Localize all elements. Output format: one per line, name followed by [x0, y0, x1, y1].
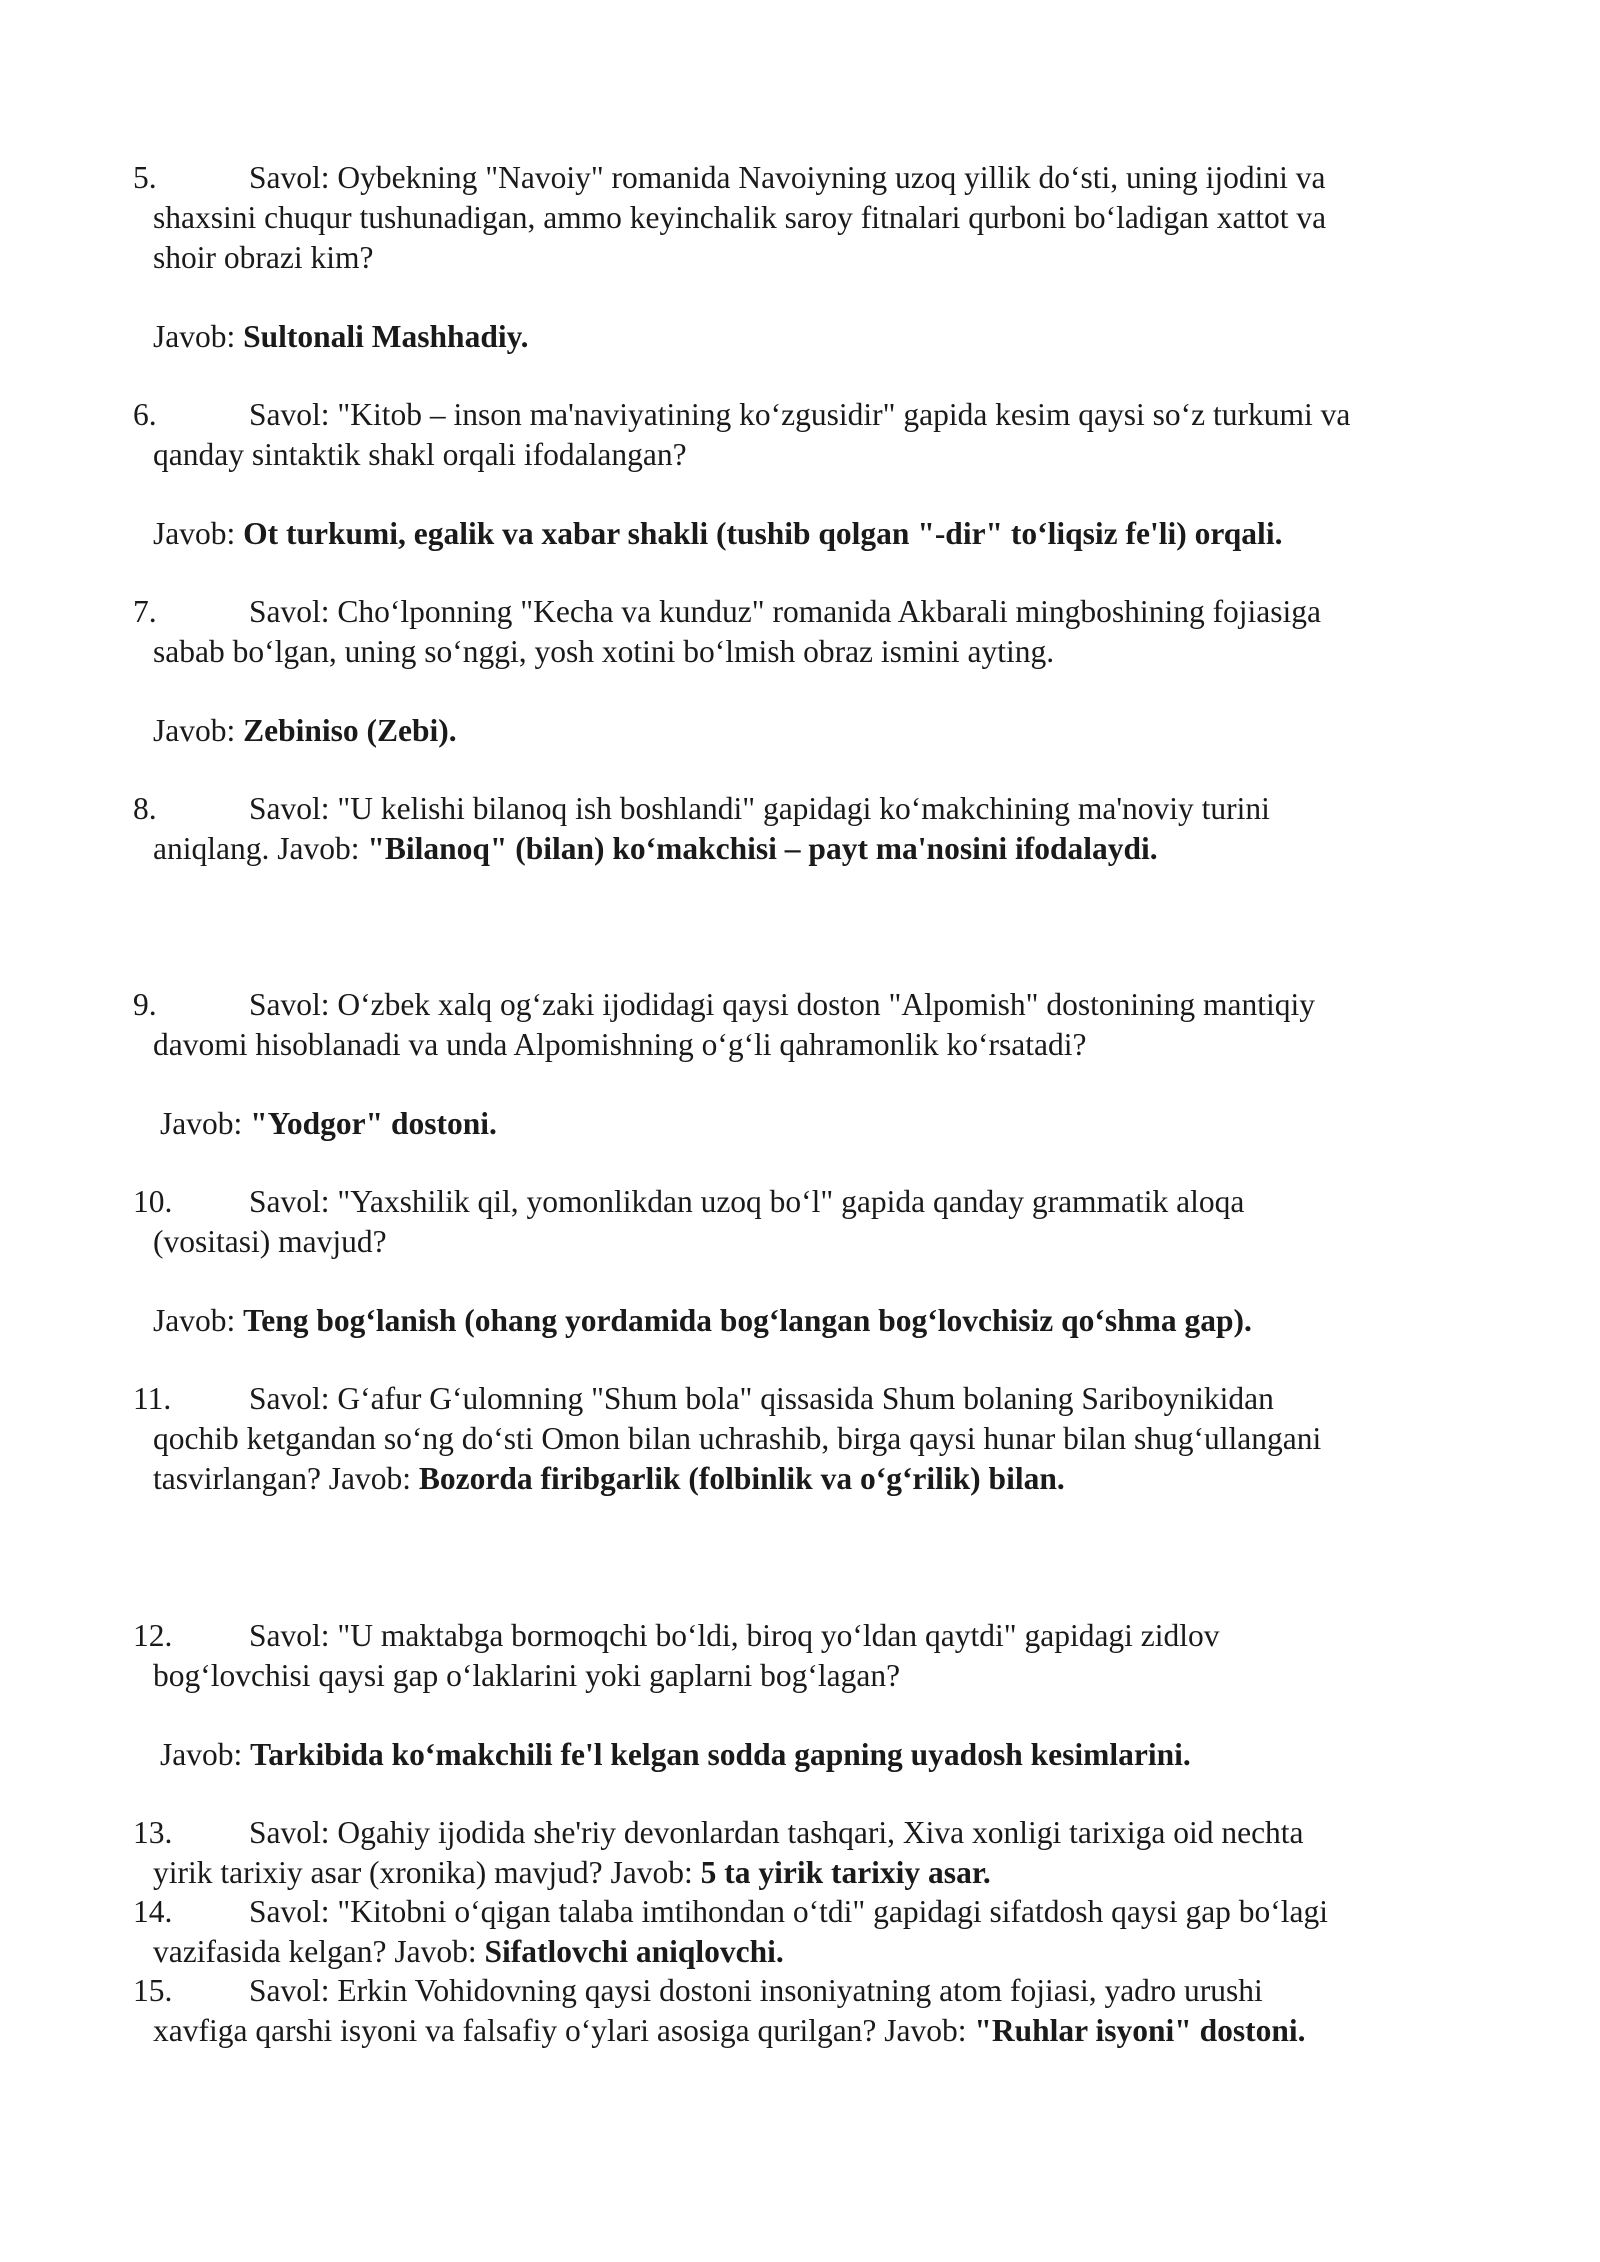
answer-text: "Bilanoq" (bilan) ko‘makchisi – payt ma'nosini ifodalaydi.: [367, 831, 1158, 866]
question-text-line: qochib ketgandan so‘ng do‘sti Omon bilan uchrashib, birga qaysi hunar bilan shug‘ullangani: [153, 1421, 1322, 1456]
question-text-line: Savol: "Yaxshilik qil, yomonlikdan uzoq bo‘l" gapida qanday grammatik aloqa: [249, 1184, 1245, 1219]
answer-label: Javob:: [160, 1737, 243, 1772]
question-text-line: shaxsini chuqur tushunadigan, ammo keyinchalik saroy fitnalari qurboni bo‘ladigan xattot va: [153, 200, 1327, 235]
answer-label: Javob:: [153, 713, 236, 748]
question-text-line: Savol: Oybekning "Navoiy" romanida Navoiyning uzoq yillik do‘sti, uning ijodini va: [249, 160, 1326, 195]
question-7: [133, 592, 1513, 672]
question-text-line: yirik tarixiy asar (xronika) mavjud? Javob:: [153, 1855, 701, 1890]
answer-text: 5 ta yirik tarixiy asar.: [700, 1855, 991, 1890]
question-number: 15.: [133, 1973, 173, 2008]
answer-6: [153, 514, 1282, 554]
question-number: 5.: [133, 160, 157, 195]
answer-text: "Ruhlar isyoni" dostoni.: [974, 2013, 1306, 2048]
answer-5: [153, 317, 529, 357]
question-text-line: Savol: Cho‘lponning "Kecha va kunduz" romanida Akbarali mingboshining fojiasiga: [249, 594, 1322, 629]
question-text-line: (vositasi) mavjud?: [153, 1224, 387, 1259]
question-number: 13.: [133, 1815, 173, 1850]
question-text-line: shoir obrazi kim?: [153, 240, 374, 275]
question-5: [133, 158, 1513, 278]
answer-label: Javob:: [153, 516, 236, 551]
question-text-line: qanday sintaktik shakl orqali ifodalangan?: [153, 437, 687, 472]
question-number: 8.: [133, 791, 157, 826]
question-text-line: Savol: "U kelishi bilanoq ish boshlandi" gapidagi ko‘makchining ma'noviy turini: [249, 791, 1270, 826]
answer-text: Zebiniso (Zebi).: [243, 713, 457, 748]
question-text-line: Savol: O‘zbek xalq og‘zaki ijodidagi qaysi doston "Alpomish" dostonining mantiqiy: [249, 987, 1315, 1022]
question-text-line: Savol: "Kitobni o‘qigan talaba imtihondan o‘tdi" gapidagi sifatdosh qaysi gap bo‘lagi: [249, 1894, 1329, 1929]
question-12: [133, 1616, 1513, 1696]
question-text-line: bog‘lovchisi qaysi gap o‘laklarini yoki gaplarni bog‘lagan?: [153, 1658, 901, 1693]
answer-text: "Yodgor" dostoni.: [250, 1106, 497, 1141]
question-text-line: Savol: "Kitob – inson ma'naviyatining ko‘zgusidir" gapida kesim qaysi so‘z turkumi va: [249, 397, 1351, 432]
question-13: [133, 1813, 1513, 1893]
question-text-line: Savol: "U maktabga bormoqchi bo‘ldi, biroq yo‘ldan qaytdi" gapidagi zidlov: [249, 1618, 1220, 1653]
answer-text: Teng bog‘lanish (ohang yordamida bog‘langan bog‘lovchisiz qo‘shma gap).: [243, 1303, 1252, 1338]
question-text-line: davomi hisoblanadi va unda Alpomishning o‘g‘li qahramonlik ko‘rsatadi?: [153, 1027, 1087, 1062]
question-14: [133, 1892, 1513, 1972]
answer-text: Sultonali Mashhadiy.: [243, 319, 529, 354]
question-6: [133, 395, 1513, 475]
answer-text: Sifatlovchi aniqlovchi.: [484, 1934, 784, 1969]
question-number: 10.: [133, 1184, 173, 1219]
question-9: [133, 985, 1513, 1065]
question-number: 14.: [133, 1894, 173, 1929]
question-text-line: aniqlang. Javob:: [153, 831, 368, 866]
answer-9: [160, 1104, 497, 1144]
answer-label: Javob:: [153, 1303, 236, 1338]
question-number: 7.: [133, 594, 157, 629]
answer-label: Javob:: [160, 1106, 243, 1141]
question-number: 9.: [133, 987, 157, 1022]
question-text-line: vazifasida kelgan? Javob:: [153, 1934, 485, 1969]
answer-12: [160, 1735, 1191, 1775]
answer-text: Tarkibida ko‘makchili fe'l kelgan sodda gapning uyadosh kesimlarini.: [250, 1737, 1191, 1772]
question-15: [133, 1971, 1513, 2051]
question-text-line: tasvirlangan? Javob:: [153, 1461, 419, 1496]
question-text-line: Savol: Ogahiy ijodida she'riy devonlardan tashqari, Xiva xonligi tarixiga oid nechta: [249, 1815, 1304, 1850]
answer-10: [153, 1301, 1252, 1341]
question-text-line: Savol: Erkin Vohidovning qaysi dostoni insoniyatning atom fojiasi, yadro urushi: [249, 1973, 1263, 2008]
answer-label: Javob:: [153, 319, 236, 354]
question-text-line: xavfiga qarshi isyoni va falsafiy o‘ylari asosiga qurilgan? Javob:: [153, 2013, 975, 2048]
question-8: [133, 789, 1513, 869]
answer-7: [153, 711, 457, 751]
answer-text: Bozorda firibgarlik (folbinlik va o‘g‘rilik) bilan.: [418, 1461, 1065, 1496]
question-text-line: Savol: G‘afur G‘ulomning "Shum bola" qissasida Shum bolaning Sariboynikidan: [249, 1381, 1274, 1416]
answer-text: Ot turkumi, egalik va xabar shakli (tushib qolgan "-dir" to‘liqsiz fe'li) orqali.: [243, 516, 1283, 551]
question-number: 12.: [133, 1618, 173, 1653]
question-10: [133, 1182, 1513, 1262]
question-number: 6.: [133, 397, 157, 432]
question-number: 11.: [133, 1381, 172, 1416]
question-text-line: sabab bo‘lgan, uning so‘nggi, yosh xotini bo‘lmish obraz ismini ayting.: [153, 634, 1055, 669]
question-11: [133, 1379, 1513, 1499]
